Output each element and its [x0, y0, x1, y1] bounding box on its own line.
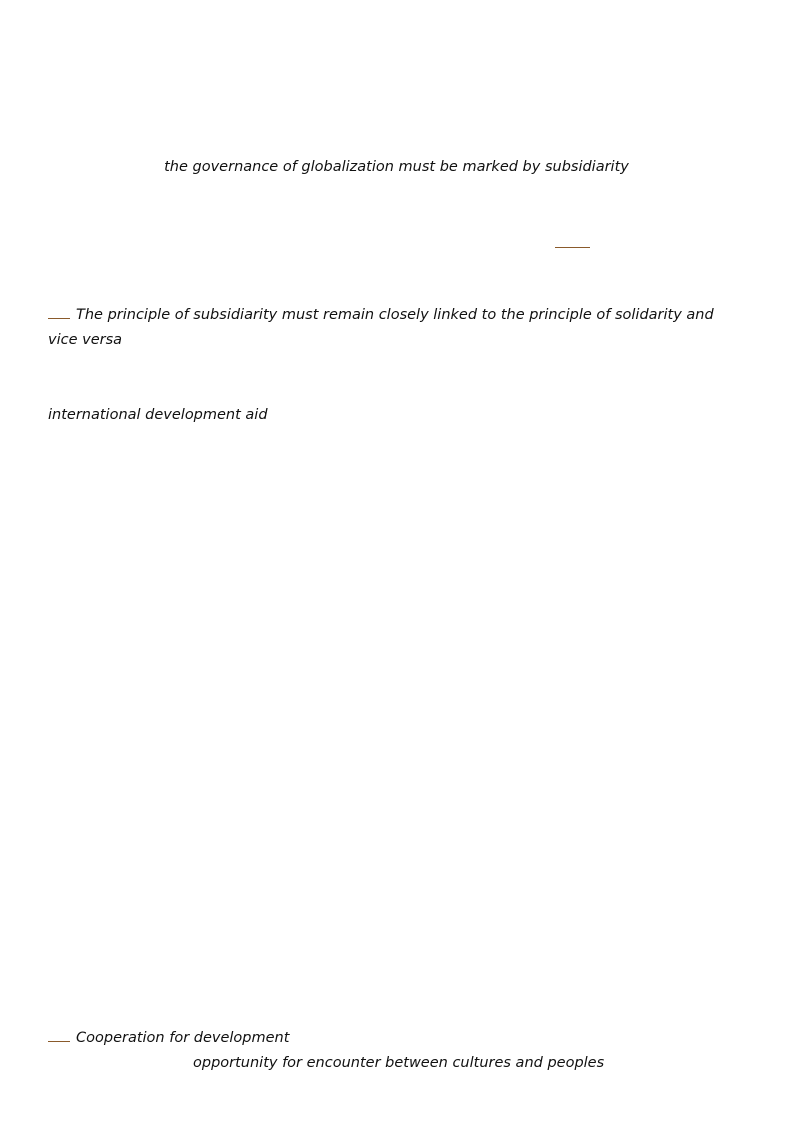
subsidiarity-paragraph: [48, 303, 738, 353]
rule-mark: [48, 1029, 70, 1042]
cooperation-line: [48, 1026, 289, 1051]
cooperation-text: Cooperation for development: [76, 1030, 290, 1046]
governance-text: the governance of globalization must be marked by subsidiarity: [164, 159, 629, 175]
opportunity-line: [193, 1051, 604, 1076]
aid-text: international development aid: [48, 407, 268, 423]
rule-mark: [48, 306, 70, 319]
opportunity-text: opportunity for encounter between cultures and peoples: [193, 1055, 605, 1071]
footnote-rule: [555, 232, 590, 257]
rule-mark: [555, 235, 590, 248]
governance-line: [0, 155, 793, 180]
aid-line: [48, 403, 268, 428]
subsidiarity-text: The principle of subsidiarity must remain closely linked to the principle of solidarity and vice versa: [48, 307, 714, 348]
